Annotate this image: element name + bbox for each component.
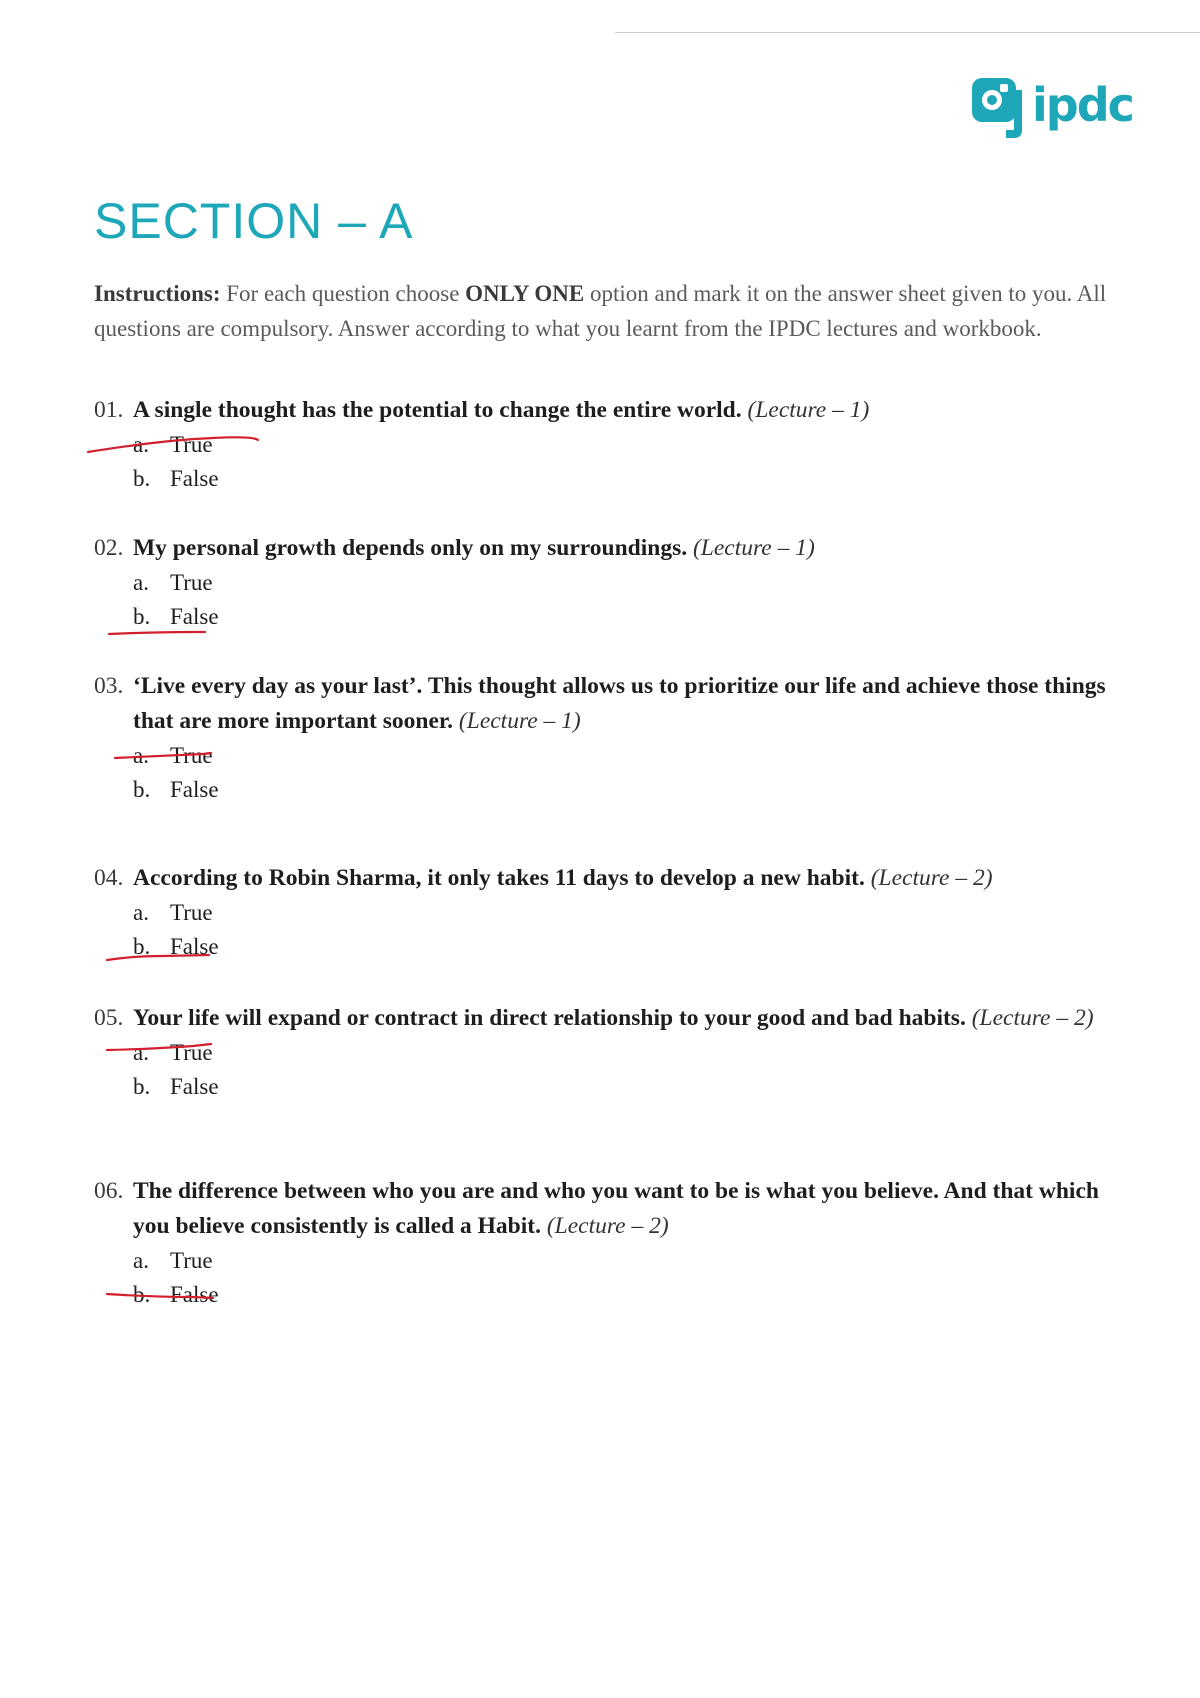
lecture-reference: (Lecture – 2) bbox=[971, 1005, 1094, 1031]
question-number: 06. bbox=[94, 1178, 124, 1204]
instructions-emphasis: ONLY ONE bbox=[465, 281, 585, 306]
lecture-reference: (Lecture – 1) bbox=[747, 397, 870, 423]
pen-strike-mark bbox=[103, 1036, 303, 1070]
question-text: According to Robin Sharma, it only takes 11 days to develop a new habit. bbox=[133, 865, 865, 891]
elephant-logo-icon bbox=[970, 70, 1026, 140]
option-label: False bbox=[170, 934, 219, 959]
instructions-label: Instructions: bbox=[94, 281, 221, 306]
question-text: A single thought has the potential to change the entire world. bbox=[133, 397, 742, 423]
question-text: Your life will expand or contract in direct relationship to your good and bad habits. bbox=[133, 1005, 966, 1031]
option-label: False bbox=[170, 604, 219, 629]
option-letter: b. bbox=[133, 934, 151, 959]
option-letter: a. bbox=[133, 900, 149, 925]
pen-underline-mark bbox=[103, 600, 303, 634]
option-letter: b. bbox=[133, 466, 151, 491]
lecture-reference: (Lecture – 2) bbox=[546, 1213, 669, 1239]
question-number: 01. bbox=[94, 397, 124, 423]
question-number: 02. bbox=[94, 535, 124, 561]
instructions bbox=[94, 276, 1124, 346]
pen-strike-mark bbox=[103, 428, 303, 462]
option-label: True bbox=[170, 432, 213, 457]
option-a[interactable] bbox=[133, 1244, 1114, 1278]
option-label: False bbox=[170, 777, 219, 802]
option-letter: a. bbox=[133, 570, 149, 595]
pen-strike-mark bbox=[103, 1278, 303, 1312]
ipdc-logo bbox=[970, 70, 1133, 140]
option-label: True bbox=[170, 900, 213, 925]
option-a[interactable] bbox=[133, 428, 1114, 462]
option-letter: a. bbox=[133, 432, 149, 457]
option-letter: a. bbox=[133, 1040, 149, 1065]
option-letter: b. bbox=[133, 1282, 151, 1307]
option-letter: a. bbox=[133, 743, 149, 768]
option-b[interactable] bbox=[133, 773, 1114, 807]
lecture-reference: (Lecture – 1) bbox=[692, 535, 815, 561]
option-label: False bbox=[170, 1282, 219, 1307]
question-number: 04. bbox=[94, 865, 124, 891]
question-text: My personal growth depends only on my surroundings. bbox=[133, 535, 688, 561]
option-a[interactable] bbox=[133, 739, 1114, 773]
option-a[interactable] bbox=[133, 1036, 1114, 1070]
option-a[interactable] bbox=[133, 566, 1114, 600]
option-label: False bbox=[170, 1074, 219, 1099]
option-label: False bbox=[170, 466, 219, 491]
option-b[interactable] bbox=[133, 1070, 1114, 1104]
option-letter: b. bbox=[133, 604, 151, 629]
instructions-text-1: For each question choose bbox=[220, 281, 466, 306]
lecture-reference: (Lecture – 1) bbox=[458, 708, 581, 734]
option-label: True bbox=[170, 1248, 213, 1273]
option-letter: b. bbox=[133, 1074, 151, 1099]
question-number: 05. bbox=[94, 1005, 124, 1031]
question-05 bbox=[94, 1001, 1114, 1104]
question-03 bbox=[94, 669, 1114, 807]
section-title: SECTION – A bbox=[94, 193, 414, 249]
option-label: True bbox=[170, 570, 213, 595]
pen-underline-mark bbox=[103, 930, 303, 964]
lecture-reference: (Lecture – 2) bbox=[870, 865, 993, 891]
logo-text: ipdc bbox=[1032, 78, 1133, 132]
question-text: ‘Live every day as your last’. This thought allows us to prioritize our life and achieve those things that are more important sooner. bbox=[133, 673, 1106, 734]
top-divider bbox=[615, 32, 1200, 33]
option-letter: a. bbox=[133, 1248, 149, 1273]
question-number: 03. bbox=[94, 673, 124, 699]
option-label: True bbox=[170, 1040, 213, 1065]
option-b[interactable] bbox=[133, 1278, 1114, 1312]
option-letter: b. bbox=[133, 777, 151, 802]
instructions-text-2: option and mark it on the answer sheet given to you. All questions are compulsory. Answer according to what you learnt from the IPDC lectures and workbook. bbox=[94, 281, 1107, 341]
question-text: The difference between who you are and who you want to be is what you believe. And that which you believe consistently is called a Habit. bbox=[133, 1178, 1099, 1239]
option-b[interactable] bbox=[133, 600, 1114, 634]
question-04 bbox=[94, 861, 1114, 964]
question-01 bbox=[94, 393, 1114, 496]
pen-strike-mark bbox=[103, 739, 303, 773]
option-b[interactable] bbox=[133, 462, 1114, 496]
option-a[interactable] bbox=[133, 896, 1114, 930]
question-06 bbox=[94, 1174, 1114, 1312]
option-label: True bbox=[170, 743, 213, 768]
question-02 bbox=[94, 531, 1114, 634]
option-b[interactable] bbox=[133, 930, 1114, 964]
